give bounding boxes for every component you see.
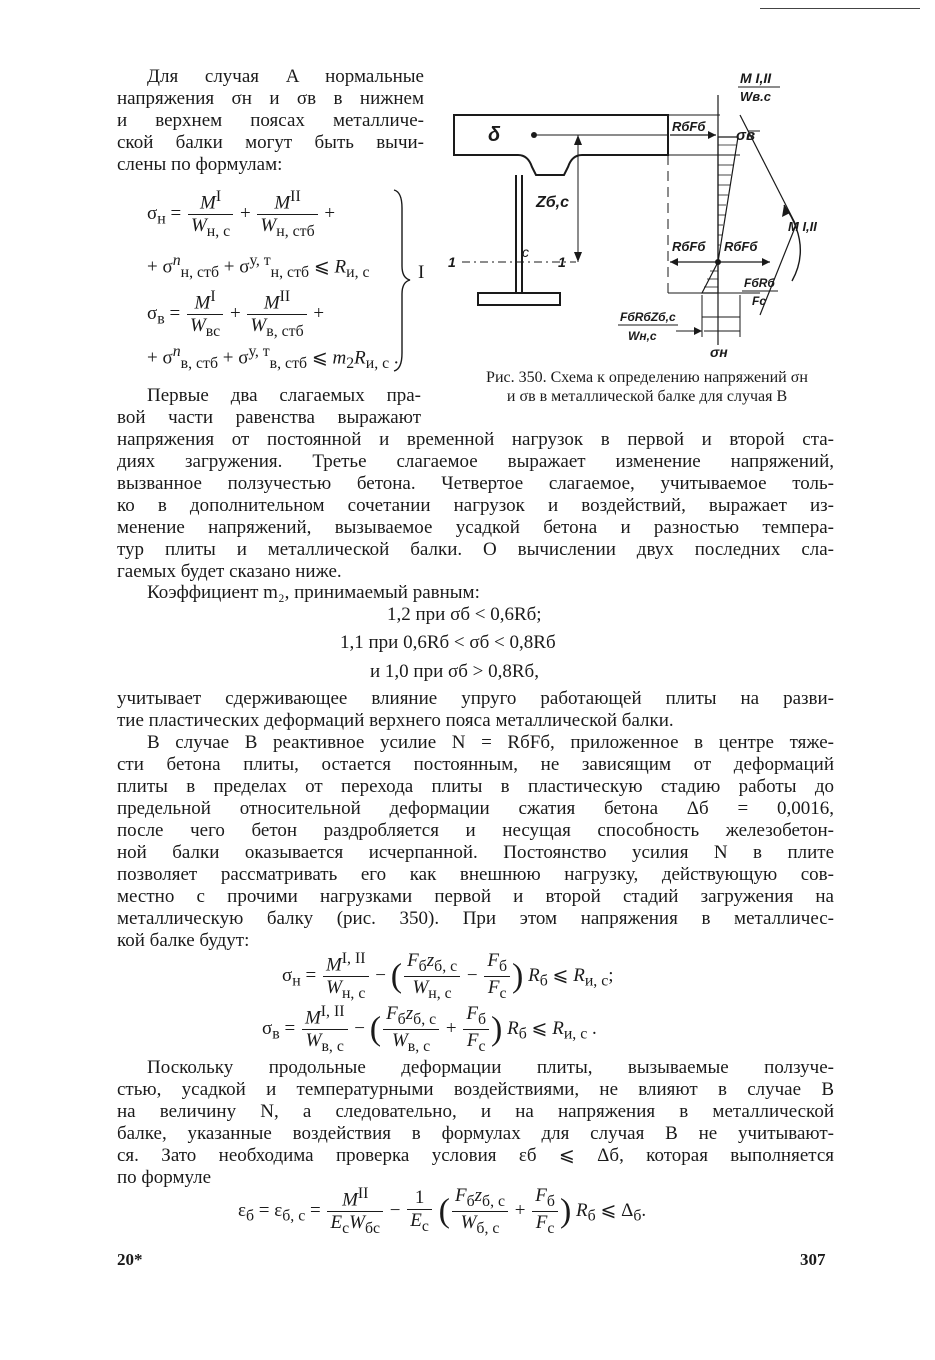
text-line: Для случая A нормальные — [147, 66, 424, 87]
label-sigma-h: σн — [710, 344, 728, 360]
coef-condition-2: 1,1 при 0,6Rб < σб < 0,8Rб — [340, 632, 556, 653]
text-line: после чего бетон раздробляется и несущая способность железобетон- — [117, 820, 834, 841]
label-moment-top-den: Wв.с — [740, 89, 771, 104]
scan-edge-line — [760, 8, 920, 9]
text-line: на величину N, а следовательно, и на напряжения в металлической — [117, 1101, 834, 1122]
text-line: и верхнем поясах металличе- — [117, 110, 424, 131]
formula-a-row2: + $\sigma^n_{н, стб} + \sigma^{у, т}_{н, стб}$ ⩽ $R_{и, с}$ — [147, 252, 370, 282]
coef-condition-1: 1,2 при σб < 0,6Rб; — [387, 604, 542, 625]
label-rf-mid-left: RбFб — [672, 239, 706, 254]
text-line: Поскольку продольные деформации плиты, вызываемые ползуче- — [147, 1057, 834, 1078]
text-line: диях загружения. Третье слагаемое выражает изменение напряжений, — [117, 451, 834, 472]
text-line: Первые два слагаемых пра- — [147, 385, 421, 406]
label-rf-mid-right: RбFб — [724, 239, 758, 254]
text-line: металлическую балку (рис. 350). При этом напряжения в металличес- — [117, 908, 834, 929]
formula-a-row3: $\sigma_в$ = $\frac{M^I}{W_{вс}}$ + $\frac{M^{II}}{W_{в, стб}}$ + — [147, 288, 325, 341]
text-line: менение напряжений, вызываемое усадкой бетона и разностью темпера- — [117, 517, 834, 538]
text-line: напряжения от постоянной и временной нагрузок в первой и второй ста- — [117, 429, 834, 450]
label-moment-right: M I,II — [788, 219, 817, 234]
text-line: балке, указанные воздействия в формулах для случая B не учитывают- — [117, 1123, 834, 1144]
label-axis-1-left: 1 — [448, 254, 456, 270]
label-fr-den: Fc — [752, 294, 767, 308]
text-line: по формуле — [117, 1167, 212, 1188]
paragraph-m2-effect — [117, 688, 834, 732]
label-frz-num: FбRбZб,с — [620, 310, 676, 324]
text-line: стью, усадкой и температурными воздействиями, не влияют в случае B — [117, 1079, 834, 1100]
beam-bottom-flange — [478, 293, 560, 305]
formula-brace — [392, 188, 414, 373]
text-line: плиты в пределах от перехода плиты в пластическую стадию работы до — [117, 776, 834, 797]
formula-c: $\varepsilon_б = \varepsilon_{б, с}$ = $\frac{M^{II}}{E_сW_{бс}}$ − $\frac{1}{E_с}$ ( $\frac{F_бz_{б, с}}{W_{б, с}}$ + $\frac{F_б}{F_с}$ ) $R_б$ ⩽ $\Delta_б$. — [238, 1185, 647, 1238]
text-line: тур плиты и металлической балки. О вычислении двух последних сла- — [117, 539, 834, 560]
text-line: кой балке будут: — [117, 930, 250, 951]
formula-b-row2: $\sigma_в$ = $\frac{M^{I, II}}{W_{в, с}}$ − ( $\frac{F_бz_{б, с}}{W_{в, с}}$ + $\frac{F_б}{F_с}$ ) $R_б$ ⩽ $R_{и, с}$ . — [262, 1003, 597, 1056]
paragraph-deformations — [117, 1057, 834, 1189]
text-line: тие пластических деформаций верхнего пояса металлической балки. — [117, 710, 674, 731]
concrete-slab — [454, 115, 668, 175]
text-line: В случае B реактивное усилие N = RбFб, приложенное в центре тяже- — [147, 732, 834, 753]
label-z: Zб,с — [536, 194, 570, 211]
text-line: ной балки оказывается исчерпанной. Постоянство усилия N в плите — [117, 842, 834, 863]
page-number: 307 — [800, 1250, 826, 1269]
text-line: позволяет рассматривать его как внешнюю нагрузку, действующую сов- — [117, 864, 834, 885]
label-sigma-b: σв — [736, 127, 756, 144]
text-line: местно с прочими нагрузками первой и второй стадий загружения на — [117, 886, 834, 907]
text-line: учитывает сдерживающее влияние упруго работающей плиты на разви- — [117, 688, 834, 709]
label-delta: δ — [488, 124, 501, 146]
paragraph-case-b — [117, 732, 834, 952]
text-line: Коэффициент m₂, принимаемый равным: — [147, 582, 480, 603]
formula-a-row1: $\sigma_н$ = $\frac{M^I}{W_{н, с}}$ + $\frac{M^{II}}{W_{н, стб}}$ + — [147, 188, 336, 241]
text-line: вызванное ползучестью бетона. Четвертое слагаемое, учитываемое толь- — [117, 473, 834, 494]
label-c: c — [522, 244, 529, 260]
label-frz-den: Wн,с — [628, 329, 657, 343]
text-line: слены по формулам: — [117, 154, 283, 175]
text-line: напряжения σн и σв в нижнем — [117, 88, 424, 109]
text-line: предельной относительной деформации сжатия бетона Δб = 0,0016, — [117, 798, 834, 819]
caption-line: и σв в металлической балке для случая B — [506, 388, 788, 405]
paragraph-terms — [117, 385, 834, 583]
footer-signature: 20* — [117, 1250, 143, 1269]
text-line: гаемых будет сказано ниже. — [117, 561, 342, 582]
text-line: вой части равенства выражают — [117, 407, 421, 428]
coef-intro — [147, 582, 747, 604]
figure-350 — [440, 55, 850, 365]
text-line: сти бетона плиты, остается постоянным, не зависящим от деформаций — [117, 754, 834, 775]
caption-line: Рис. 350. Схема к определению напряжений σн — [486, 369, 808, 386]
formula-b-row1: $\sigma_н$ = $\frac{M^{I, II}}{W_{н, с}}$ − ( $\frac{F_бz_{б, с}}{W_{н, с}}$ − $\frac{F_б}{F_с}$ ) $R_б$ ⩽ $R_{и, с}$; — [282, 950, 614, 1003]
text-line: ко в дополнительном сочетании нагрузок и воздействий, выражает из- — [117, 495, 834, 516]
formula-number: I — [418, 262, 425, 283]
text-line: ской балки могут быть вычи- — [117, 132, 424, 153]
formula-a-row4: + $\sigma^n_{в, стб} + \sigma^{у, т}_{в, стб}$ ⩽ $m_2R_{и, с}$ . — [147, 343, 399, 373]
coef-condition-3: и 1,0 при σб > 0,8Rб, — [370, 661, 539, 682]
intro-paragraph — [117, 66, 424, 176]
label-fr-num: FбRб — [744, 276, 775, 290]
label-moment-top: M I,II — [740, 70, 772, 86]
text-line: ся. Зато необходима проверка условия εб ⩽ Δб, которая выполняется — [117, 1145, 834, 1166]
label-axis-1-right: 1 — [558, 254, 566, 270]
label-rf-top: RбFб — [672, 119, 706, 134]
